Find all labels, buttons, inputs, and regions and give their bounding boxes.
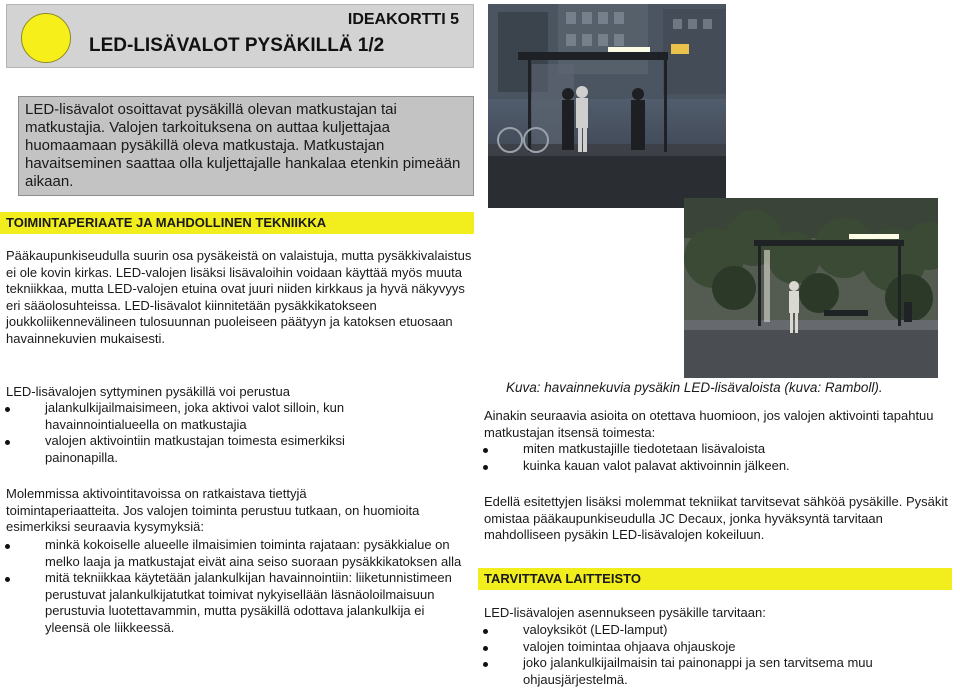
intro-box: LED-lisävalot osoittavat pysäkillä olevan matkustajan tai matkustajia. Valojen tarkoituksena on auttaa kuljettajaa huomaamaan pysäkillä oleva matkustaja. Matkustajan havaitseminen saattaa olla kuljettajalle hankalaa etenkin pimeään aikaan. [18,96,474,196]
bus-stop-night-illustration [488,4,726,208]
page-title: LED-LISÄVALOT PYSÄKILLÄ 1/2 [89,35,385,56]
list-item: kuinka kauan valot palavat aktivoinnin jälkeen. [478,458,948,475]
attention-list [478,441,948,474]
activation-intro: LED-lisävalojen syttyminen pysäkillä voi perustua [6,384,290,399]
list-item: valojen toimintaa ohjaava ohjauskoje [478,639,956,656]
image-caption: Kuva: havainnekuvia pysäkin LED-lisävaloista (kuva: Ramboll). [506,380,883,395]
list-item: jalankulkijailmaisimeen, joka aktivoi valot silloin, kun havainnointialueella on matkustajia [0,400,400,433]
list-item: miten matkustajille tiedotetaan lisävaloista [478,441,948,458]
list-item: minkä kokoiselle alueelle ilmaisimien toiminta rajataan: pysäkkialue on melko laaja ja matkustajat eivät aina seiso suoraan pysäkkikatoksen alla [0,537,462,570]
decaux-paragraph: Edellä esitettyjen lisäksi molemmat tekniikat tarvitsevat sähköä pysäkille. Pysäkit omistaa pääkaupunkiseudulla JC Decaux, jonka hyväksyntä tarvitaan mahdolliseen pysäkin LED-lisävalojen kokeiluun. [484,494,948,542]
section-heading-principle: TOIMINTAPERIAATE JA MAHDOLLINEN TEKNIIKKA [0,212,474,234]
list-item: joko jalankulkijailmaisin tai painonappi ja sen tarvitsema muu ohjausjärjestelmä. [478,655,956,688]
bus-stop-photo-night [488,4,726,208]
attention-intro: Ainakin seuraavia asioita on otettava huomioon, jos valojen aktivointi tapahtuu matkustajan itsensä toimesta: [484,408,934,440]
research-intro: Molemmissa aktivointitavoissa on ratkaistava tiettyjä toimintaperiaatteita. Jos valojen toiminta perustuu tutkaan, on huomioita esimerkiksi seuraavia kysymyksiä: [6,486,420,534]
list-item: valojen aktivointiin matkustajan toimesta esimerkiksi painonapilla. [0,433,400,466]
research-list [0,537,462,636]
card-number: IDEAKORTTI 5 [347,11,459,28]
activation-list [0,400,400,466]
title-header [6,4,474,68]
yellow-circle-icon [21,13,71,63]
equipment-intro: LED-lisävalojen asennukseen pysäkille tarvitaan: [484,605,766,620]
bus-stop-trees-illustration [684,198,938,378]
equipment-list [478,622,956,688]
bus-stop-photo-trees [684,198,938,378]
principle-paragraph: Pääkaupunkiseudulla suurin osa pysäkeistä on valaistuja, mutta pysäkkivalaistus ei ole kovin kirkas. LED-valojen lisäksi lisävaloihin voidaan käyttää myös muuta tekniikkaa, mutta LED-valojen etuina ovat juuri niiden kirkkaus ja hyvä näkyvyys eri sääolosuhteissa. LED-lisävalot kiinnitetään pysäkkikatokseen joukkoliikennevälineen tulosuunnan puoleiseen päätyyn ja katoksen etuosaan havainnekuvien mukaisesti. [6,248,472,346]
section-heading-equipment: TARVITTAVA LAITTEISTO [478,568,952,590]
list-item: valoyksiköt (LED-lamput) [478,622,956,639]
list-item: mitä tekniikkaa käytetään jalankulkijan havainnointiin: liiketunnistimeen perustuvat jalankulkijatutkat toimivat nykyisellään läsnäoloilmaisuun perustuvia luotettavammin, mutta pysäkillä odottava jalankulkija ei yleensä ole liikkeessä. [0,570,462,636]
